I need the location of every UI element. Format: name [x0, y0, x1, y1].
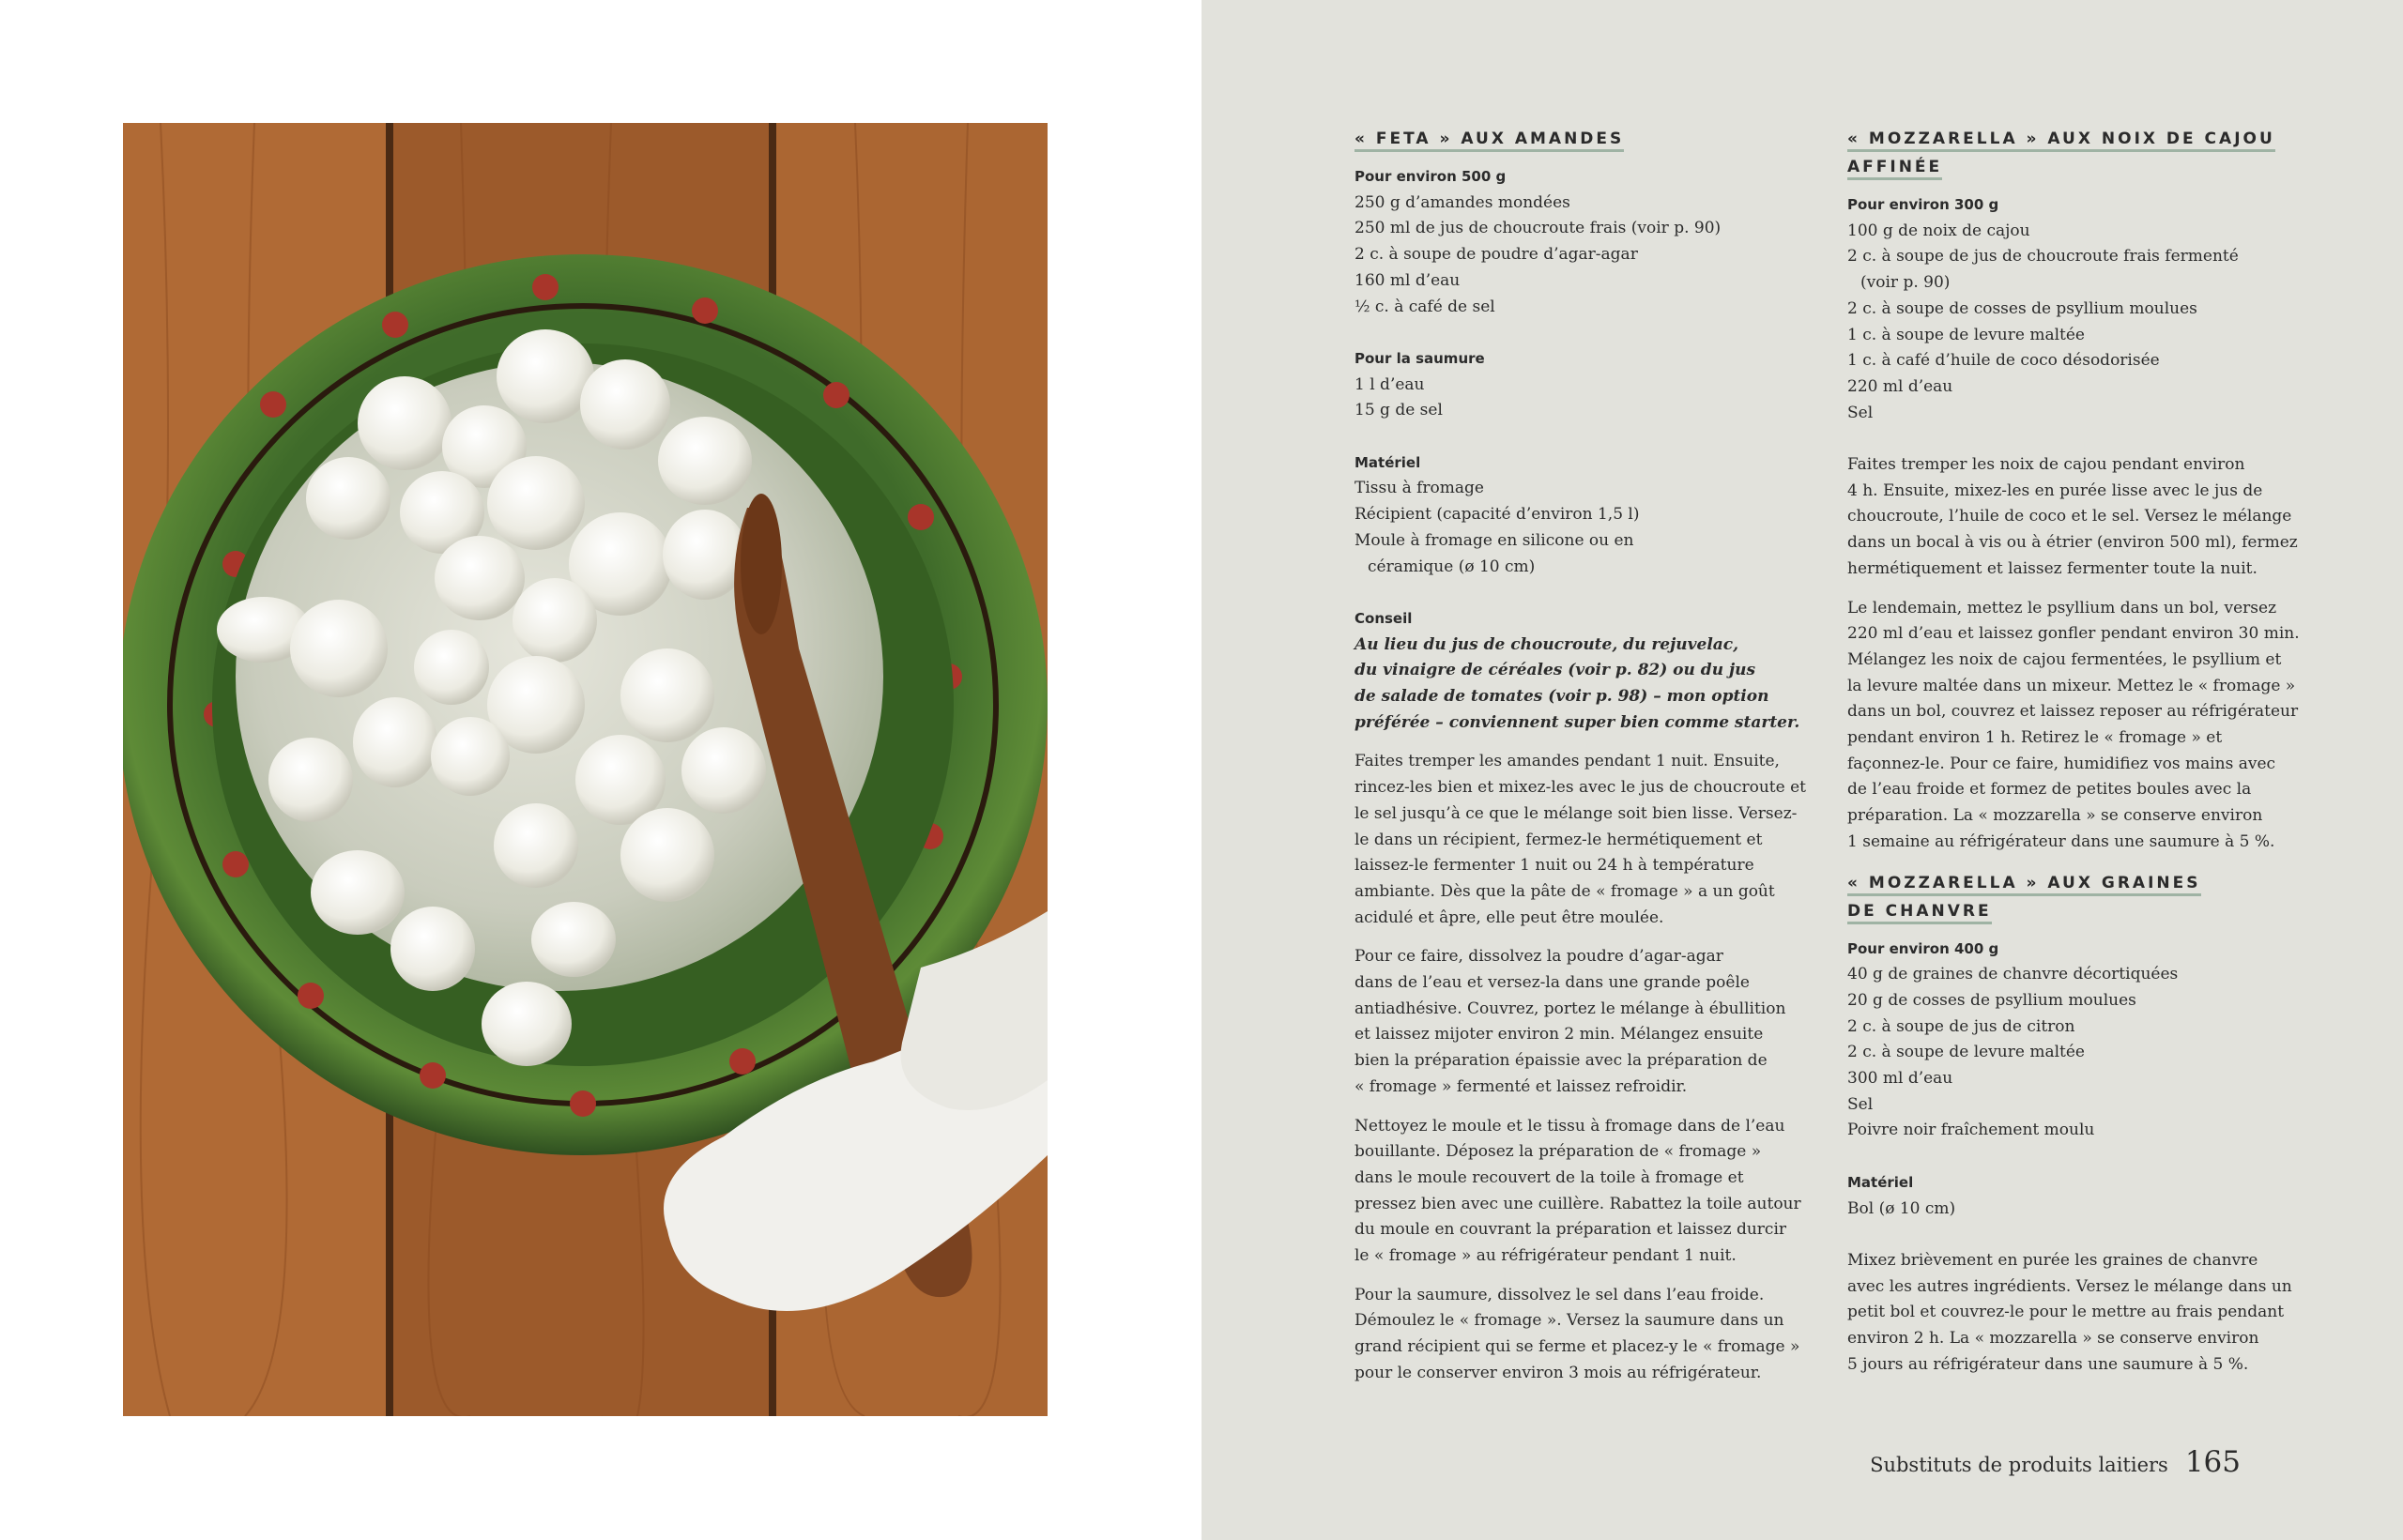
recipe-cashew-mozzarella-title: « MOZZARELLA » AUX NOIX DE CAJOU AFFINÉE	[1847, 125, 2288, 181]
chapter-title: Substituts de produits laitiers	[1870, 1454, 2168, 1476]
brine-line: 1 l d’eau	[1355, 374, 1425, 394]
ingredient-line: (voir p. 90)	[1860, 273, 1951, 293]
ingredient-line: Sel	[1847, 1094, 1874, 1114]
material-line: céramique (ø 10 cm)	[1368, 557, 1536, 576]
tip-text: Au lieu du jus de choucroute, du rejuvelac, du vinaigre de céréales (voir p. 82) ou du jus de salade de tomates (voir p. 98) – mon option préférée – conviennent super bien comme starter.	[1355, 634, 1800, 732]
recipe-cashew-yield: Pour environ 300 g	[1847, 196, 1999, 213]
ingredient-line: 250 g d’amandes mondées	[1355, 192, 1570, 212]
ingredient-line: 1 c. à café d’huile de coco désodorisée	[1847, 351, 2160, 371]
ingredient-line: 160 ml d’eau	[1355, 270, 1461, 290]
ingredient-line: 100 g de noix de cajou	[1847, 221, 2030, 240]
instruction-paragraph: Le lendemain, mettez le psyllium dans un bol, versez 220 ml d’eau et laissez gonfler pendant environ 30 min. Mélangez les noix de cajou fermentées, le psyllium et la levure maltée dans un mixeur. Mettez le « fromage » dans un bol, couvrez et laissez reposer au réfrigérateur pendant environ 1 h. Retirez le « fromage » et façonnez-le. Pour ce faire, humidifiez vos mains avec de l’eau froide et formez de petites boules avec la préparation. La « mozzarella » se conserve environ 1 semaine au réfrigérateur dans une saumure à 5 %.	[1847, 598, 2300, 851]
material-line: Bol (ø 10 cm)	[1847, 1198, 1956, 1218]
ingredient-line: 20 g de cosses de psyllium moulues	[1847, 990, 2136, 1010]
material-heading: Matériel	[1847, 1173, 1914, 1191]
recipe-feta-title: « FETA » AUX AMANDES	[1355, 125, 1796, 153]
material-line: Tissu à fromage	[1355, 479, 1484, 498]
brine-line: 15 g de sel	[1355, 401, 1443, 420]
material-heading: Matériel	[1355, 453, 1421, 471]
ingredient-line: 220 ml d’eau	[1847, 376, 1953, 396]
mozzarella-bowl-photo	[123, 123, 1048, 1416]
ingredient-line: ½ c. à café de sel	[1355, 297, 1495, 316]
recipe-mozzarella-column	[1847, 125, 2300, 1391]
ingredient-line: 250 ml de jus de choucroute frais (voir p. 90)	[1355, 219, 1722, 238]
instruction-paragraph: Nettoyez le moule et le tissu à fromage dans de l’eau bouillante. Déposez la préparation de « fromage » dans le moule recouvert de la toile à fromage et pressez bien avec une cuillère. Rabattez la toile autour du moule en couvrant la préparation et laissez durcir le « fromage » au réfrigérateur pendant 1 nuit.	[1355, 1116, 1801, 1266]
tip-heading: Conseil	[1355, 609, 1413, 627]
instruction-paragraph: Pour la saumure, dissolvez le sel dans l’eau froide. Démoulez le « fromage ». Versez la saumure dans un grand récipient qui se ferme et placez-y le « fromage » pour le conserver environ 3 mois au réfrigérateur.	[1355, 1285, 1800, 1382]
recipe-hemp-mozzarella-title: « MOZZARELLA » AUX GRAINES DE CHANVRE	[1847, 869, 2288, 925]
recipe-feta-yield: Pour environ 500 g	[1355, 168, 1507, 185]
ingredient-line: Poivre noir fraîchement moulu	[1847, 1121, 2095, 1140]
page-footer	[1870, 1445, 2241, 1479]
ingredient-line: Sel	[1847, 403, 1874, 422]
ingredient-line: 2 c. à soupe de jus de citron	[1847, 1016, 2075, 1036]
recipe-hemp-yield: Pour environ 400 g	[1847, 939, 1999, 957]
instruction-paragraph: Pour ce faire, dissolvez la poudre d’agar-agar dans de l’eau et versez-la dans une grande poêle antiadhésive. Couvrez, portez le mélange à ébullition et laissez mijoter environ 2 min. Mélangez ensuite bien la préparation épaissie avec la préparation de « fromage » fermenté et laissez refroidir.	[1355, 947, 1786, 1096]
ingredient-line: 2 c. à soupe de poudre d’agar-agar	[1355, 245, 1638, 265]
recipe-feta-column	[1355, 125, 1806, 1400]
ingredient-line: 2 c. à soupe de cosses de psyllium moulues	[1847, 298, 2197, 318]
instruction-paragraph: Faites tremper les amandes pendant 1 nuit. Ensuite, rincez-les bien et mixez-les avec le jus de choucroute et le sel jusqu’à ce que le mélange soit bien lisse. Versez- le dans un récipient, fermez-le hermétiquement et laissez-le fermenter 1 nuit ou 24 h à température ambiante. Dès que la pâte de « fromage » a un goût acidulé et âpre, elle peut être moulée.	[1355, 752, 1806, 927]
ingredient-line: 2 c. à soupe de levure maltée	[1847, 1043, 2085, 1062]
instruction-paragraph: Faites tremper les noix de cajou pendant environ 4 h. Ensuite, mixez-les en purée lisse avec le jus de choucroute, l’huile de coco et le sel. Versez le mélange dans un bocal à vis ou à étrier (environ 500 ml), fermez hermétiquement et laissez fermenter toute la nuit.	[1847, 455, 2298, 578]
instruction-paragraph: Mixez brièvement en purée les graines de chanvre avec les autres ingrédients. Versez le mélange dans un petit bol et couvrez-le pour le mettre au frais pendant environ 2 h. La « mozzarella » se conserve environ 5 jours au réfrigérateur dans une saumure à 5 %.	[1847, 1250, 2292, 1374]
material-line: Moule à fromage en silicone ou en	[1355, 530, 1634, 550]
material-line: Récipient (capacité d’environ 1,5 l)	[1355, 505, 1640, 525]
ingredient-line: 2 c. à soupe de jus de choucroute frais fermenté	[1847, 247, 2239, 267]
photo-illustration	[123, 123, 1048, 1416]
page-number: 165	[2184, 1445, 2241, 1479]
ingredient-line: 40 g de graines de chanvre décortiquées	[1847, 965, 2179, 984]
ingredient-line: 1 c. à soupe de levure maltée	[1847, 325, 2085, 344]
ingredient-line: 300 ml d’eau	[1847, 1069, 1953, 1089]
brine-heading: Pour la saumure	[1355, 349, 1485, 367]
